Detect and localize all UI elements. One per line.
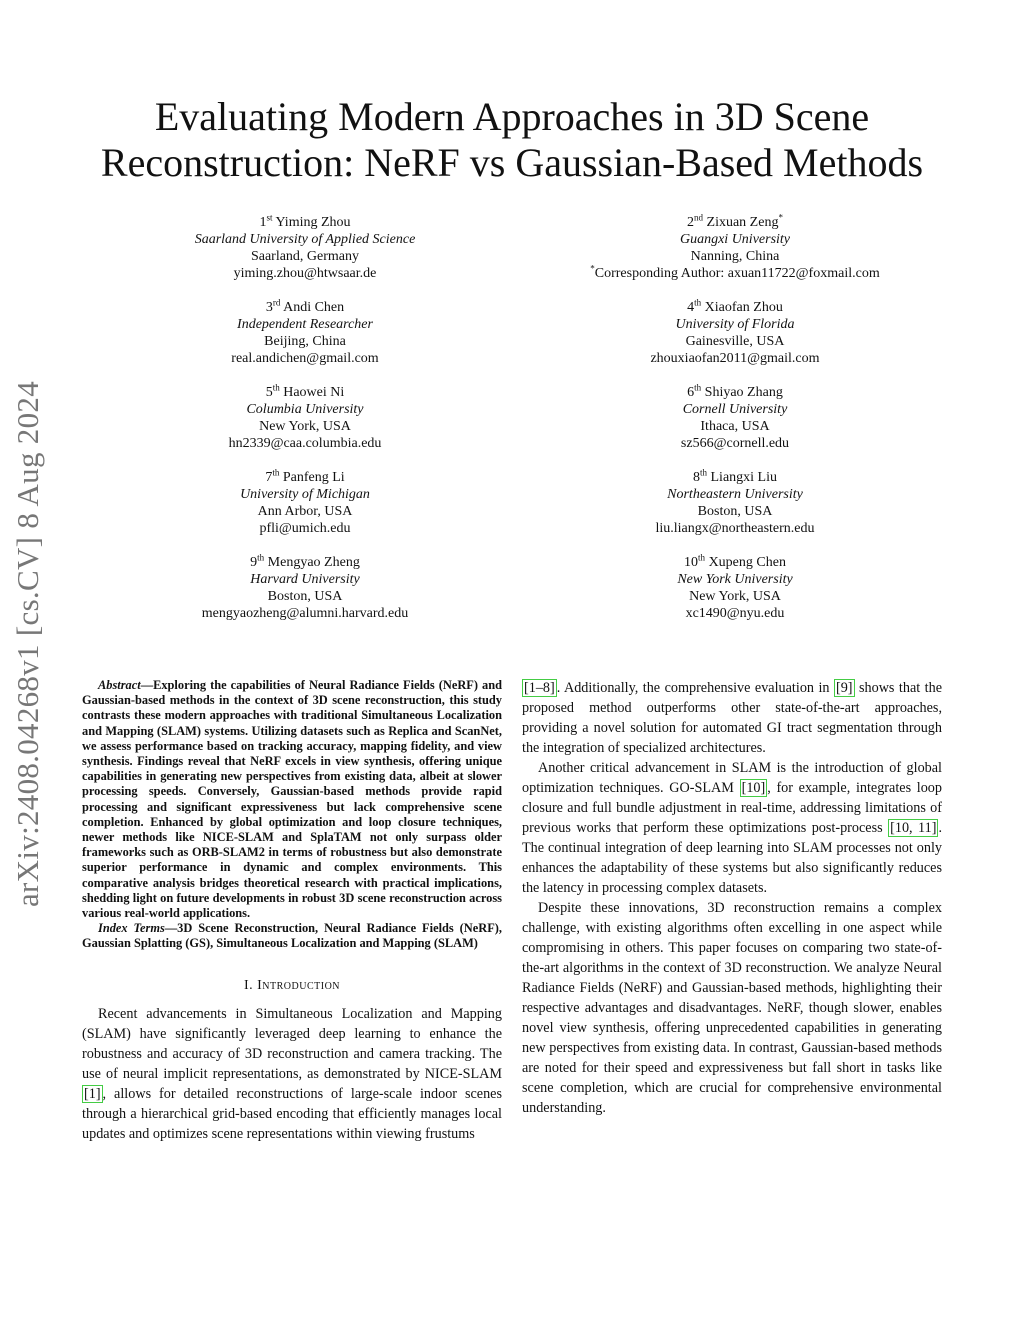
author-name: Zixuan Zeng: [706, 215, 779, 230]
author-ordinal: th: [272, 382, 280, 393]
author-number: 10: [684, 555, 699, 570]
intro-paragraph-1-part-2: [522, 678, 942, 758]
author-ordinal: rd: [272, 297, 281, 308]
abstract-label: Abstract: [98, 678, 141, 692]
citation-link[interactable]: [9]: [835, 680, 853, 696]
author-5: [140, 384, 470, 469]
author-name: Panfeng Li: [282, 470, 345, 485]
author-location: Saarland, Germany: [250, 249, 360, 264]
author-location: Ithaca, USA: [700, 419, 770, 434]
author-4: [570, 299, 900, 384]
author-email: real.andichen@gmail.com: [231, 351, 379, 366]
author-ordinal: st: [266, 212, 273, 223]
section-title: Introduction: [257, 977, 341, 993]
author-3: [140, 299, 470, 384]
author-ordinal: th: [699, 467, 707, 478]
intro-paragraph-1-part-1: [82, 1004, 502, 1144]
author-ordinal: th: [698, 552, 706, 563]
title-line-1: Evaluating Modern Approaches in 3D Scene: [154, 94, 870, 139]
author-ordinal: nd: [694, 212, 704, 223]
author-9: [140, 554, 470, 639]
author-name: Haowei Ni: [283, 385, 345, 400]
author-affiliation: Harvard University: [250, 572, 360, 587]
author-location: Boston, USA: [267, 589, 343, 604]
author-1: [140, 214, 470, 299]
author-email: pfli@umich.edu: [259, 521, 351, 536]
citation-link[interactable]: [1]: [84, 1085, 101, 1102]
author-email: zhouxiaofan2011@gmail.com: [650, 351, 820, 366]
right-column: [522, 678, 942, 1118]
text-span: , for example, integrates loop closure and full bundle adjustment in real-time, addressing limitations of previous works that perform these optimizations post-process: [522, 780, 942, 836]
author-ordinal: th: [272, 467, 280, 478]
author-number: 9: [250, 555, 258, 570]
citation-link[interactable]: [10, 11]: [890, 820, 937, 836]
index-terms-label: Index Terms: [98, 921, 165, 936]
title-line-2: Reconstruction: NeRF vs Gaussian-Based Methods: [100, 140, 924, 185]
author-ordinal: th: [694, 382, 702, 393]
author-email: hn2339@caa.columbia.edu: [228, 436, 382, 451]
author-affiliation: University of Michigan: [240, 487, 370, 502]
intro-paragraph-3: Despite these innovations, 3D reconstruction remains a complex challenge, with existing algorithms often excelling in one aspect while compromising in others. This paper focuses on comparing two state-of-the-art algorithms in the context of 3D reconstruction. We analyze Neural Radiance Fields (NeRF) and Gaussian-based methods, highlighting their respective advantages and disadvantages. NeRF, though slower, enables novel view synthesis, offering unprecedented capabilities in generating new perspectives from existing data. In contrast, Gaussian-based methods are noted for their speed and expressiveness but fall short in tasks like scene completion, which are crucial for comprehensive environmental understanding.: [522, 900, 942, 1116]
author-affiliation: Guangxi University: [679, 232, 791, 247]
arxiv-identifier: arXiv:2408.04268v1 [cs.CV] 8 Aug 2024: [10, 380, 45, 908]
author-8: [570, 469, 900, 554]
text-span: . The continual integration of deep learning into SLAM processes not only enhances the adaptability of these systems but also significantly reduces the latency in processing complex datasets.: [522, 820, 942, 896]
author-number: 8: [692, 470, 700, 485]
author-affiliation: Cornell University: [682, 402, 788, 417]
author-name: Mengyao Zheng: [267, 555, 360, 570]
author-email: mengyaozheng@alumni.harvard.edu: [201, 606, 409, 621]
author-email: xc1490@nyu.edu: [685, 606, 785, 621]
author-location: New York, USA: [689, 589, 781, 604]
author-number: 4: [687, 300, 695, 315]
author-7: [140, 469, 470, 554]
author-name: Liangxi Liu: [710, 470, 777, 485]
author-affiliation: University of Florida: [675, 317, 795, 332]
author-name: Yiming Zhou: [275, 215, 351, 230]
author-name: Xupeng Chen: [708, 555, 786, 570]
corresponding-note-mark: *: [590, 263, 595, 274]
author-ordinal: th: [694, 297, 702, 308]
index-terms: [82, 921, 502, 951]
abstract-text: —Exploring the capabilities of Neural Radiance Fields (NeRF) and Gaussian-based methods in the context of 3D scene reconstruction, this study contrasts these modern approaches with traditional Simultaneous Localization and Mapping (SLAM) systems. Utilizing datasets such as Replica and ScanNet, we assess performance based on tracking accuracy, mapping fidelity, and view synthesis. Findings reveal that NeRF excels in view synthesis, offering unique capabilities in generating new perspectives from existing data, albeit at slower processing speeds. Conversely, Gaussian-based methods provide rapid processing and significant expressiveness but lack comprehensive scene completion. Enhanced by global optimization and loop closure techniques, newer methods like NICE-SLAM and SplaTAM not only surpass older frameworks such as ORB-SLAM2 in terms of robustness but also demonstrate superior performance in dynamic and complex environments. This comparative analysis bridges theoretical research with practical implications, shedding light on future developments in robust 3D scene reconstruction across various real-world applications.: [82, 678, 502, 921]
author-location: New York, USA: [259, 419, 351, 434]
text-span: . Additionally, the comprehensive evaluation in: [556, 680, 834, 696]
text-span: , allows for detailed reconstructions of large-scale indoor scenes through a hierarchical grid-based encoding that efficiently manages local updates and optimizes scene representations within viewing frustums: [82, 1085, 502, 1142]
index-terms-text: —3D Scene Reconstruction, Neural Radiance Fields (NeRF), Gaussian Splatting (GS), Simultaneous Localization and Mapping (SLAM): [82, 921, 502, 951]
author-name: Shiyao Zhang: [704, 385, 783, 400]
author-number: 1: [259, 215, 267, 230]
author-number: 7: [265, 470, 273, 485]
author-location: Gainesville, USA: [685, 334, 785, 349]
author-name: Andi Chen: [283, 300, 345, 315]
section-numeral: I.: [243, 977, 254, 993]
author-block: [140, 214, 900, 639]
author-location: Ann Arbor, USA: [257, 504, 353, 519]
author-email: yiming.zhou@htwsaar.de: [233, 266, 377, 281]
author-email: Corresponding Author: axuan11722@foxmail.com: [594, 266, 880, 281]
author-affiliation: Northeastern University: [667, 487, 803, 502]
author-location: Boston, USA: [697, 504, 773, 519]
author-location: Beijing, China: [264, 334, 346, 349]
author-name: Xiaofan Zhou: [704, 300, 783, 315]
corresponding-mark: *: [778, 212, 783, 223]
citation-link[interactable]: [10]: [741, 780, 766, 796]
author-number: 3: [265, 300, 273, 315]
author-affiliation: Independent Researcher: [237, 317, 373, 332]
text-span: Another critical advancement in SLAM is the introduction of global optimization techniques. GO-SLAM: [522, 760, 942, 796]
author-affiliation: New York University: [677, 572, 793, 587]
author-ordinal: th: [257, 552, 265, 563]
author-affiliation: Saarland University of Applied Science: [194, 232, 416, 247]
author-number: 5: [265, 385, 273, 400]
text-span: shows that the proposed method outperforms other state-of-the-art approaches, providing a novel solution for automated GI tract segmentation through the integration of specialized architectures.: [522, 680, 942, 756]
author-affiliation: Columbia University: [246, 402, 364, 417]
intro-paragraph-2: [522, 758, 942, 898]
section-heading: [82, 976, 502, 996]
left-column: [82, 678, 502, 1144]
author-10: [570, 554, 900, 639]
author-6: [570, 384, 900, 469]
author-location: Nanning, China: [690, 249, 780, 264]
author-2: [570, 214, 900, 299]
author-number: 6: [687, 385, 695, 400]
author-email: sz566@cornell.edu: [680, 436, 790, 451]
author-email: liu.liangx@northeastern.edu: [655, 521, 815, 536]
citation-link[interactable]: [1–8]: [524, 680, 555, 696]
abstract: [82, 678, 502, 921]
paper-title: [40, 94, 984, 186]
text-span: Recent advancements in Simultaneous Localization and Mapping (SLAM) have significantly leveraged deep learning to enhance the robustness and accuracy of 3D reconstruction and camera tracking. The use of neural implicit representations, as demonstrated by NICE-SLAM: [82, 1005, 502, 1082]
author-number: 2: [687, 215, 695, 230]
